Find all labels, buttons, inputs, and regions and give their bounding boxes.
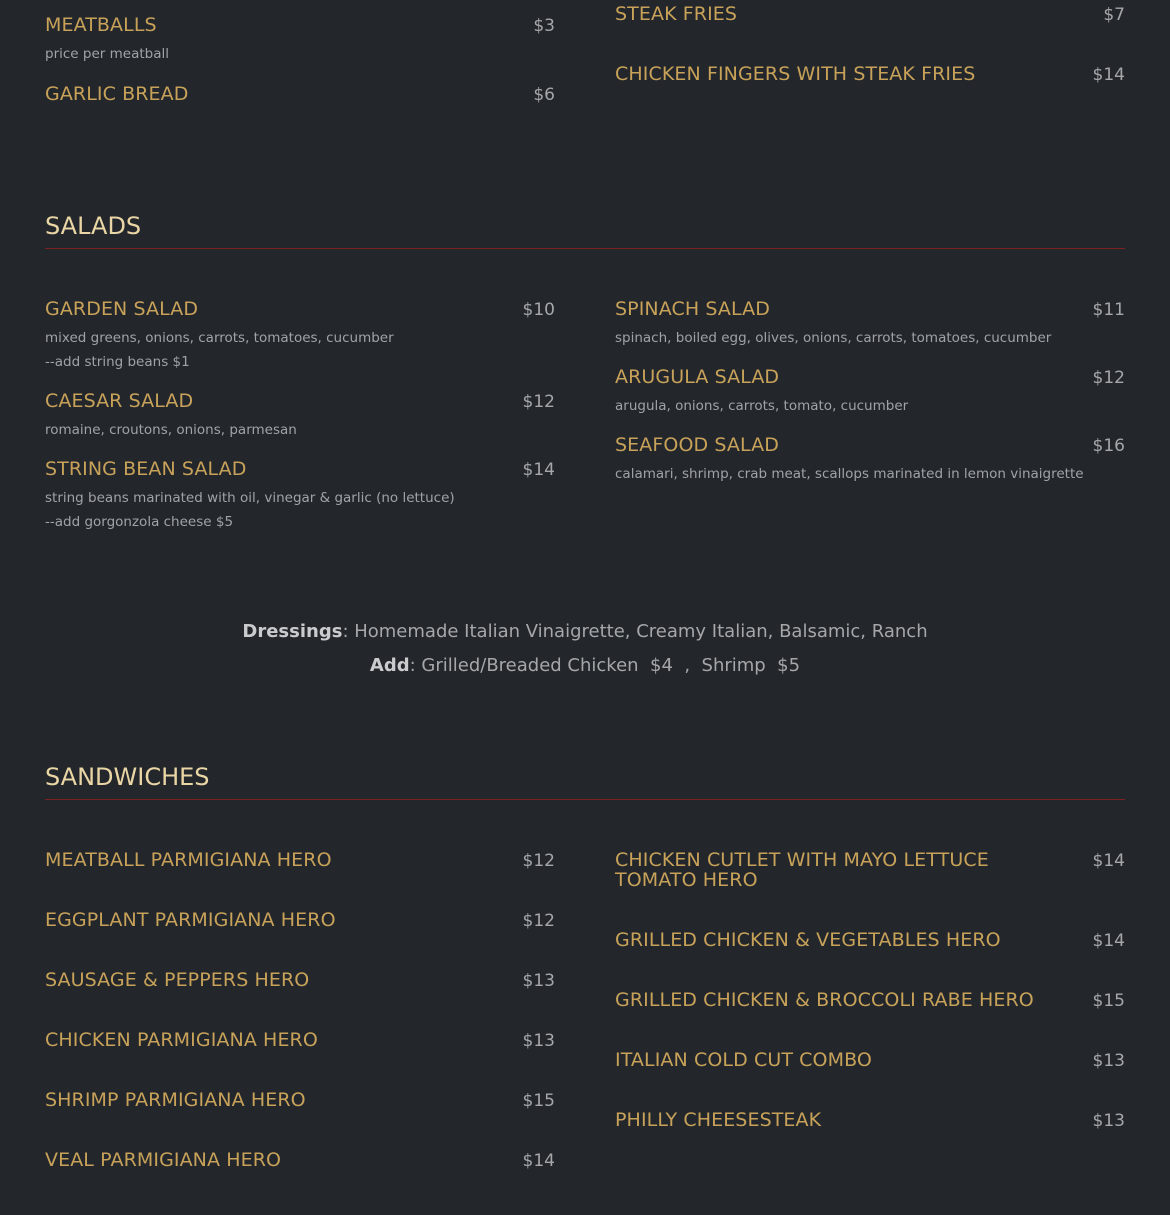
item-name: MEATBALL PARMIGIANA HERO [45, 849, 332, 871]
item-description [45, 42, 555, 66]
item-description-line: price per meatball [45, 46, 169, 62]
menu-item [45, 910, 555, 930]
item-description [615, 462, 1125, 486]
item-name: GRILLED CHICKEN & BROCCOLI RABE HERO [615, 989, 1034, 1011]
item-name: PHILLY CHEESESTEAK [615, 1109, 822, 1131]
menu-item [45, 1090, 555, 1110]
menu-item [45, 391, 555, 442]
menu-item [615, 1050, 1125, 1070]
menu-item [615, 850, 1125, 890]
item-price: $14 [1092, 851, 1125, 871]
item-price: $13 [522, 1031, 555, 1051]
menu-item [615, 64, 1125, 84]
item-description-line: calamari, shrimp, crab meat, scallops marinated in lemon vinaigrette [615, 466, 1084, 482]
salads-left-column [45, 299, 555, 534]
menu-item [45, 15, 555, 66]
item-name: STEAK FRIES [615, 3, 738, 25]
item-price: $13 [1092, 1051, 1125, 1071]
item-name: CHICKEN CUTLET WITH MAYO LETTUCE TOMATO HERO [615, 849, 989, 891]
item-description-line: spinach, boiled egg, olives, onions, carrots, tomatoes, cucumber [615, 330, 1052, 346]
item-price: $15 [1092, 991, 1125, 1011]
item-name: SAUSAGE & PEPPERS HERO [45, 969, 310, 991]
item-name: ARUGULA SALAD [615, 366, 780, 388]
item-price: $11 [1092, 300, 1125, 320]
item-description-line: arugula, onions, carrots, tomato, cucumber [615, 398, 909, 414]
item-name: SPINACH SALAD [615, 298, 770, 320]
dressings-label: Dressings [242, 621, 343, 642]
item-description [45, 418, 555, 442]
item-price: $7 [1103, 5, 1125, 25]
item-price: $12 [522, 911, 555, 931]
item-price: $3 [533, 16, 555, 36]
item-description-line: romaine, croutons, onions, parmesan [45, 422, 297, 438]
menu-item [615, 990, 1125, 1010]
menu-item [45, 970, 555, 990]
add-label: Add [369, 655, 410, 676]
salad-notes [0, 615, 1170, 683]
item-name: GRILLED CHICKEN & VEGETABLES HERO [615, 929, 1001, 951]
menu-item [615, 930, 1125, 950]
menu-item [615, 4, 1125, 24]
sandwiches-right-column [615, 850, 1125, 1130]
item-name: ITALIAN COLD CUT COMBO [615, 1049, 872, 1071]
item-name: GARLIC BREAD [45, 83, 189, 105]
item-name: STRING BEAN SALAD [45, 458, 247, 480]
item-price: $15 [522, 1091, 555, 1111]
item-description-line: mixed greens, onions, carrots, tomatoes, cucumber [45, 330, 394, 346]
menu-item [45, 1150, 555, 1170]
menu-item [615, 1110, 1125, 1130]
menu-item [45, 1030, 555, 1050]
item-name: GARDEN SALAD [45, 298, 199, 320]
menu-item [615, 299, 1125, 350]
section-title-sandwiches: SANDWICHES [45, 763, 1125, 800]
dressings-line [0, 615, 1170, 649]
item-name: MEATBALLS [45, 14, 157, 36]
menu-item [615, 367, 1125, 418]
item-name: CHICKEN FINGERS WITH STEAK FRIES [615, 63, 976, 85]
item-name: SHRIMP PARMIGIANA HERO [45, 1089, 306, 1111]
item-description [615, 394, 1125, 418]
item-description-line: string beans marinated with oil, vinegar & garlic (no lettuce) [45, 490, 455, 506]
item-description [45, 486, 555, 534]
menu-item [45, 459, 555, 534]
item-price: $12 [1092, 368, 1125, 388]
item-price: $14 [522, 460, 555, 480]
menu-item [45, 299, 555, 374]
top-right-column [615, 4, 1125, 84]
item-price: $6 [533, 85, 555, 105]
top-left-column [45, 15, 555, 104]
add-line [0, 649, 1170, 683]
item-description-line: --add gorgonzola cheese $5 [45, 514, 234, 530]
section-title-salads: SALADS [45, 212, 1125, 249]
item-name: CAESAR SALAD [45, 390, 194, 412]
sandwiches-left-column [45, 850, 555, 1170]
menu-item [615, 435, 1125, 486]
item-price: $13 [522, 971, 555, 991]
add-text: : Grilled/Breaded Chicken $4 , Shrimp $5 [409, 655, 801, 676]
item-price: $16 [1092, 436, 1125, 456]
item-name: SEAFOOD SALAD [615, 434, 779, 456]
item-price: $13 [1092, 1111, 1125, 1131]
item-price: $14 [1092, 65, 1125, 85]
item-price: $14 [522, 1151, 555, 1171]
item-price: $10 [522, 300, 555, 320]
item-price: $12 [522, 392, 555, 412]
menu-item [45, 84, 555, 104]
item-name: CHICKEN PARMIGIANA HERO [45, 1029, 318, 1051]
salads-right-column [615, 299, 1125, 486]
item-name: VEAL PARMIGIANA HERO [45, 1149, 282, 1171]
item-name: EGGPLANT PARMIGIANA HERO [45, 909, 336, 931]
item-price: $14 [1092, 931, 1125, 951]
item-description-line: --add string beans $1 [45, 354, 190, 370]
item-description [615, 326, 1125, 350]
dressings-text: : Homemade Italian Vinaigrette, Creamy Italian, Balsamic, Ranch [342, 621, 928, 642]
item-price: $12 [522, 851, 555, 871]
item-description [45, 326, 555, 374]
menu-item [45, 850, 555, 870]
